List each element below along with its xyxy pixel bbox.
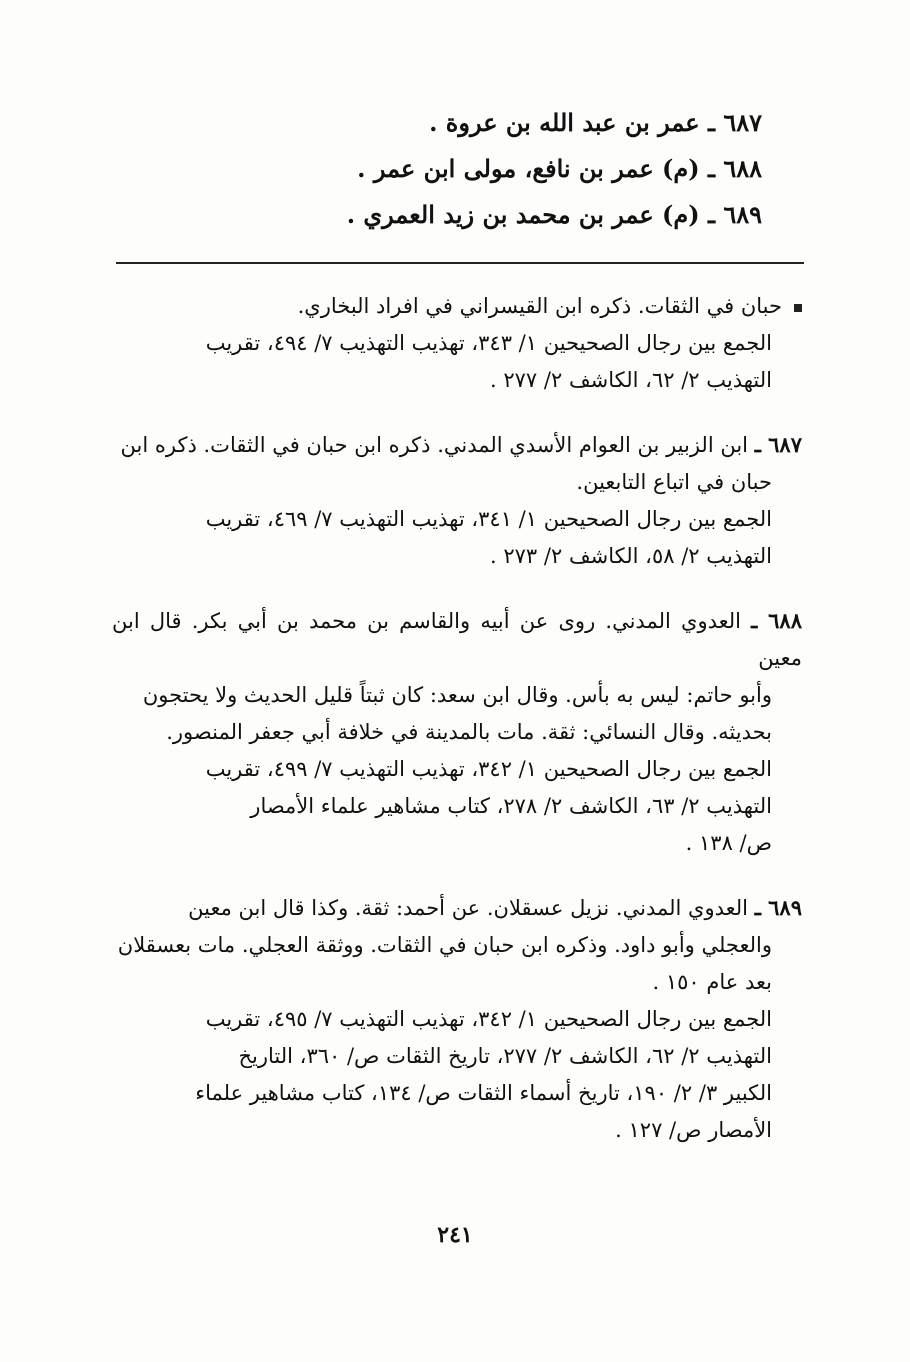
footnotes: [112, 288, 802, 1176]
footnote-text: الأمصار ص/ ١٢٧ .: [615, 1118, 772, 1142]
footnote-number: ٦٨٧ ـ: [754, 432, 802, 457]
footnote-text: التهذيب ٢/ ٦٢، الكاشف ٢/ ٢٧٧، تاريخ الثقات ص/ ٣٦٠، التاريخ: [238, 1044, 772, 1068]
page-number: ٢٤١: [437, 1222, 473, 1248]
footnote-number: ٦٨٨ ـ: [751, 608, 802, 633]
footnote-text: الجمع بين رجال الصحيحين ١/ ٣٤٢، تهذيب التهذيب ٧/ ٤٩٩، تقريب: [205, 757, 772, 781]
footnote-text: الجمع بين رجال الصحيحين ١/ ٣٤١، تهذيب التهذيب ٧/ ٤٦٩، تقريب: [205, 507, 772, 531]
footnote-text: ص/ ١٣٨ .: [685, 831, 772, 855]
footnote-text: التهذيب ٢/ ٦٢، الكاشف ٢/ ٢٧٧ .: [490, 368, 772, 392]
entry-heading: ٦٨٨ ـ (م) عمر بن نافع، مولى ابن عمر .: [357, 154, 762, 183]
footnote-text: العدوي المدني. روى عن أبيه والقاسم بن محمد بن أبي بكر. قال ابن معين: [112, 609, 802, 670]
footnote: [112, 602, 802, 862]
footnote-number: ٦٨٩ ـ: [754, 895, 802, 920]
footnote-text: التهذيب ٢/ ٥٨، الكاشف ٢/ ٢٧٣ .: [490, 544, 772, 568]
footnote-text: والعجلي وأبو داود. وذكره ابن حبان في الثقات. ووثقة العجلي. مات بعسقلان: [117, 933, 772, 957]
footnote-text: الجمع بين رجال الصحيحين ١/ ٣٤٣، تهذيب التهذيب ٧/ ٤٩٤، تقريب: [205, 331, 772, 355]
footnote-text: حبان في الثقات. ذكره ابن القيسراني في افراد البخاري.: [297, 294, 782, 318]
footnote-text: حبان في اتباع التابعين.: [576, 470, 772, 494]
footnote-text: وأبو حاتم: ليس به بأس. وقال ابن سعد: كان ثبتاً قليل الحديث ولا يحتجون: [142, 683, 772, 707]
footnote-text: التهذيب ٢/ ٦٣، الكاشف ٢/ ٢٧٨، كتاب مشاهير علماء الأمصار: [250, 794, 772, 818]
footnote-text: بحديثه. وقال النسائي: ثقة. مات بالمدينة في خلافة أبي جعفر المنصور.: [166, 720, 772, 744]
footnote-text: بعد عام ١٥٠ .: [652, 970, 772, 994]
footnote-text: الكبير ٣/ ٢/ ١٩٠، تاريخ أسماء الثقات ص/ ١٣٤، كتاب مشاهير علماء: [195, 1081, 772, 1105]
entry-heading: ٦٨٩ ـ (م) عمر بن محمد بن زيد العمري .: [346, 200, 762, 229]
entry-heading: ٦٨٧ ـ عمر بن عبد الله بن عروة .: [429, 108, 762, 137]
entries-list: [242, 100, 762, 238]
footnote-divider: [116, 262, 804, 264]
footnote: [112, 426, 802, 575]
footnote: [112, 889, 802, 1149]
footnote-text: الجمع بين رجال الصحيحين ١/ ٣٤٢، تهذيب التهذيب ٧/ ٤٩٥، تقريب: [205, 1007, 772, 1031]
footnote-text: العدوي المدني. نزيل عسقلان. عن أحمد: ثقة. وكذا قال ابن معين: [188, 896, 748, 920]
footnote: [112, 288, 802, 399]
bullet-icon: [794, 304, 802, 312]
footnote-text: ابن الزبير بن العوام الأسدي المدني. ذكره ابن حبان في الثقات. ذكره ابن: [120, 433, 748, 457]
